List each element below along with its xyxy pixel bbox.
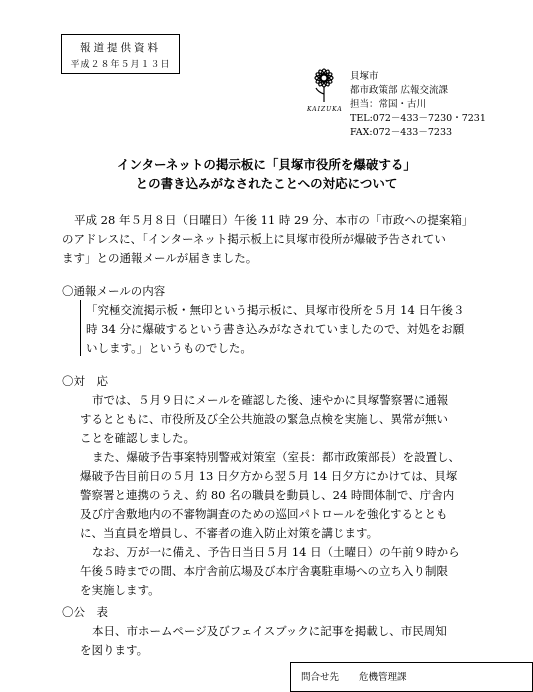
mail-line: 「究極交流掲示板・無印という掲示板に、貝塚市役所を５月 14 日午後３ [86,303,465,317]
quote-rule [80,300,81,356]
response-line: 爆破予告目前日の５月 13 日夕方から翌５月 14 日夕方にかけては、貝塚 [80,469,458,483]
response-line: するとともに、市役所及び全公共施設の緊急点検を実施し、異常が無い [80,412,448,426]
section-heading-mail: 〇通報メールの内容 [62,284,166,298]
title-line-1: インターネットの掲示板に「貝塚市役所を爆破する」 [117,157,416,172]
response-line: 及び庁舎敷地内の不審物調査のための巡回パトロールを強化するととも [80,507,448,521]
mail-line: いします。」というものでした。 [86,341,252,355]
press-release-date: 平成２８年５月１３日 [70,60,171,70]
public-line: を図ります。 [80,643,149,657]
logo-text: KAIZUKA [307,106,343,113]
response-line: 市では、５月９日にメールを確認した後、速やかに貝塚警察署に通報 [92,393,449,407]
title-line-2: との書き込みがなされたことへの対応について [135,176,398,191]
press-release-box [61,34,180,74]
mail-line: 時 34 分に爆破するという書き込みがなされていましたので、対処をお願 [86,322,465,336]
response-line: 午後５時までの間、本庁舎前広場及び本庁舎裏駐車場への立ち入り制限 [80,564,448,578]
intro-line: のアドレスに、「インターネット掲示板上に貝塚市役所が爆破予告されてい [62,232,446,246]
response-line: なお、万が一に備え、予告日当日５月 14 日（土曜日）の午前９時から [92,545,460,559]
response-line: 警察署と連携のうえ、約 80 名の職員を動員し、24 時間体制で、庁舎内 [80,488,455,502]
contact-label: 問合せ先 [301,672,340,683]
intro-line: ます」との通報メールが届きました。 [62,251,258,265]
intro-line: 平成 28 年５月８日（日曜日）午後 11 時 29 分、本市の「市政への提案箱」 [74,213,474,227]
public-line: 本日、市ホームページ及びフェイスブックに記事を掲載し、市民周知 [92,624,447,638]
header-fax: FAX:072－433－7233 [350,127,453,138]
response-line: ことを確認しました。 [80,431,195,445]
contact-value: 危機管理課 [359,672,407,683]
kaizuka-flower-logo-icon [307,64,341,122]
header-dept: 都市政策部 広報交流課 [350,85,449,96]
header-org: 貝塚市 [350,71,379,82]
section-heading-response: 〇対 応 [62,374,108,388]
contact-box [290,662,533,692]
response-line: また、爆破予告事案特別警戒対策室（室長：都市政策部長）を設置し、 [92,450,460,464]
response-line: に、当直員を増員し、不審者の進入防止対策を講じます。 [80,526,379,540]
response-line: を実施します。 [80,583,160,597]
press-release-label: 報道提供資料 [80,42,161,54]
section-heading-public: 〇公 表 [62,605,108,619]
header-tel: TEL:072－433－7230・7231 [350,113,486,124]
header-contact-person: 担当：常国・古川 [350,99,427,110]
